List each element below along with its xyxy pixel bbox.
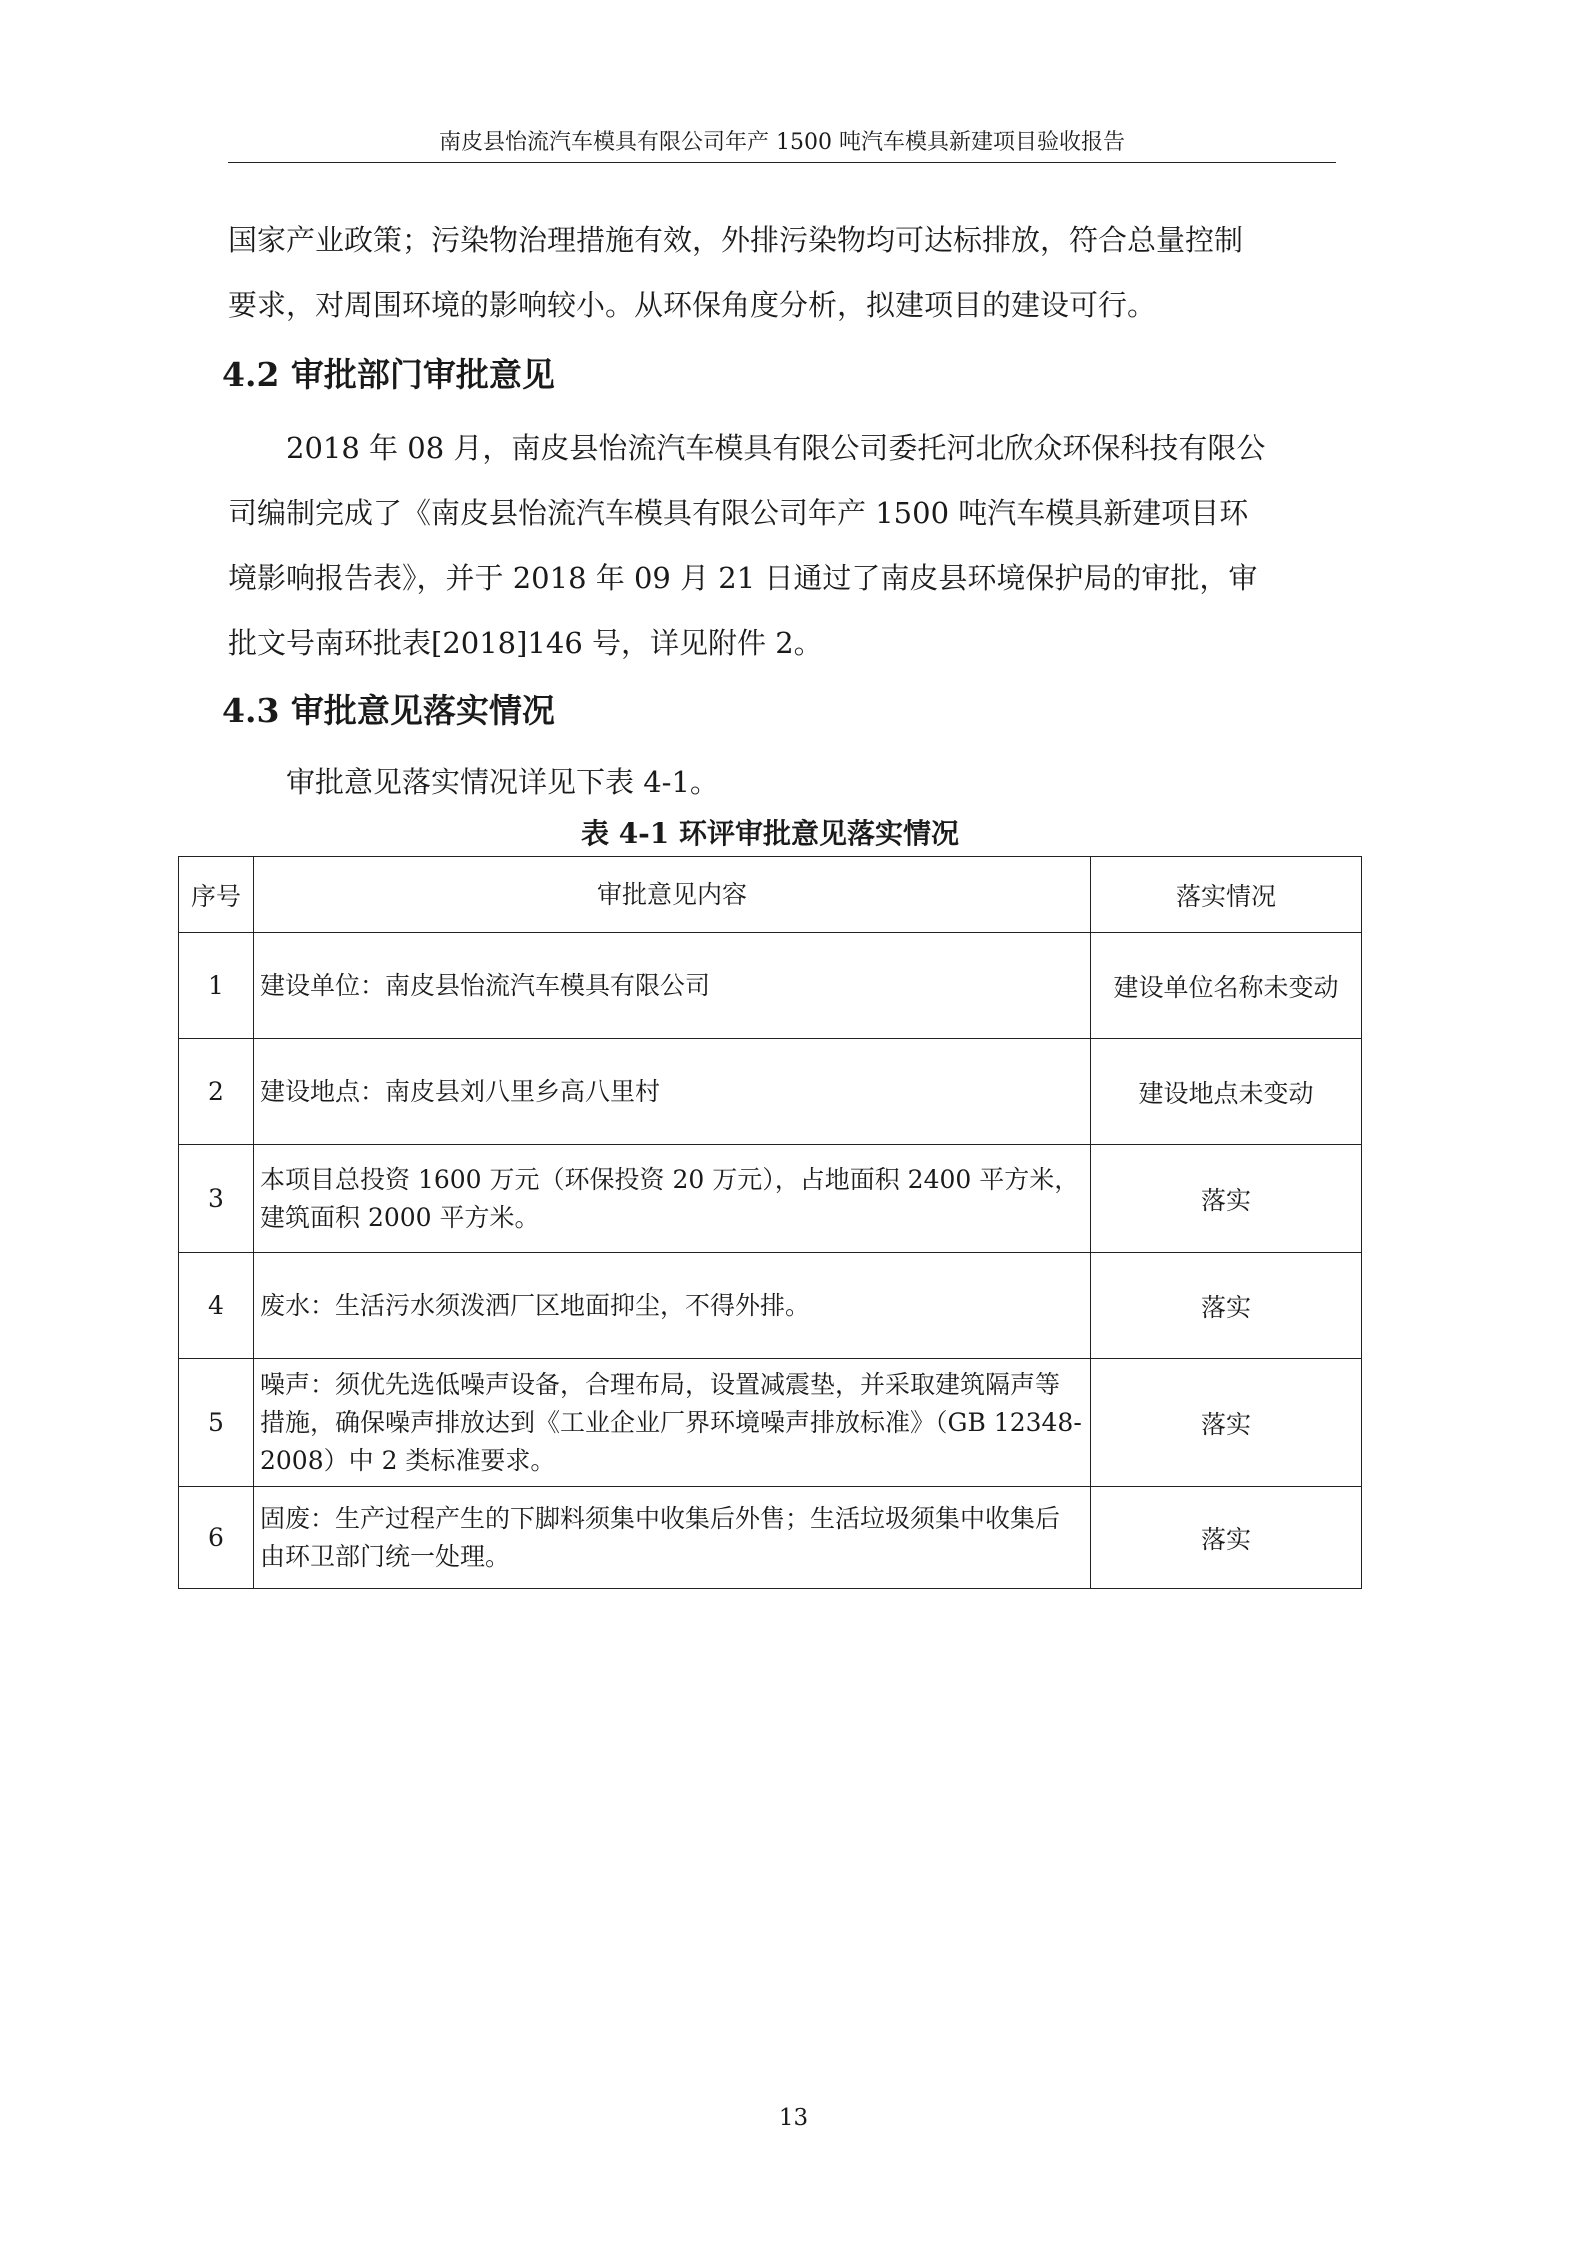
- approval-line: 批文号南环批表[2018]146 号，详见附件 2。: [228, 626, 823, 660]
- approval-paragraph: [228, 416, 1336, 676]
- row-content: 建设单位：南皮县怡流汽车模具有限公司: [254, 933, 1091, 1039]
- page-number: 13: [778, 2105, 809, 2131]
- table-row: [179, 1487, 1362, 1589]
- table-row: [179, 1359, 1362, 1487]
- row-status: 建设单位名称未变动: [1091, 933, 1362, 1039]
- section-heading-4-2: 4.2 审批部门审批意见: [222, 355, 555, 394]
- row-status: 落实: [1091, 1253, 1362, 1359]
- row-no: 5: [179, 1359, 254, 1487]
- row-no: 1: [179, 933, 254, 1039]
- row-content: 废水：生活污水须泼洒厂区地面抑尘，不得外排。: [254, 1253, 1091, 1359]
- table-row: [179, 1039, 1362, 1145]
- intro-line: 国家产业政策；污染物治理措施有效，外排污染物均可达标排放，符合总量控制: [228, 223, 1244, 257]
- row-no: 3: [179, 1145, 254, 1253]
- approval-line: 境影响报告表》，并于 2018 年 09 月 21 日通过了南皮县环境保护局的审批，审: [228, 561, 1258, 595]
- row-no: 4: [179, 1253, 254, 1359]
- running-header: 南皮县怡流汽车模具有限公司年产 1500 吨汽车模具新建项目验收报告: [228, 128, 1336, 163]
- table-row: [179, 1253, 1362, 1359]
- row-content: 噪声：须优先选低噪声设备，合理布局，设置减震垫，并采取建筑隔声等措施，确保噪声排放达到《工业企业厂界环境噪声排放标准》（GB 12348-2008）中 2 类标准要求。: [254, 1359, 1091, 1487]
- header-cell-content: 审批意见内容: [254, 857, 1091, 933]
- header-cell-no: 序号: [179, 857, 254, 933]
- table-row: [179, 933, 1362, 1039]
- row-no: 2: [179, 1039, 254, 1145]
- intro-paragraph: [228, 208, 1336, 338]
- table-row: [179, 1145, 1362, 1253]
- row-content: 本项目总投资 1600 万元（环保投资 20 万元），占地面积 2400 平方米，建筑面积 2000 平方米。: [254, 1145, 1091, 1253]
- approval-line: 2018 年 08 月，南皮县怡流汽车模具有限公司委托河北欣众环保科技有限公: [286, 431, 1266, 465]
- header-cell-status: 落实情况: [1091, 857, 1362, 933]
- row-status: 落实: [1091, 1359, 1362, 1487]
- row-content: 建设地点：南皮县刘八里乡高八里村: [254, 1039, 1091, 1145]
- section-heading-4-3: 4.3 审批意见落实情况: [222, 691, 555, 730]
- row-no: 6: [179, 1487, 254, 1589]
- implementation-line: 审批意见落实情况详见下表 4-1。: [286, 765, 719, 799]
- approval-line: 司编制完成了《南皮县怡流汽车模具有限公司年产 1500 吨汽车模具新建项目环: [228, 496, 1249, 530]
- implementation-paragraph: [228, 750, 1336, 815]
- intro-line: 要求，对周围环境的影响较小。从环保角度分析，拟建项目的建设可行。: [228, 288, 1157, 322]
- row-status: 建设地点未变动: [1091, 1039, 1362, 1145]
- table-header-row: [179, 857, 1362, 933]
- row-status: 落实: [1091, 1145, 1362, 1253]
- approval-table: [178, 856, 1362, 1589]
- row-content: 固废：生产过程产生的下脚料须集中收集后外售；生活垃圾须集中收集后由环卫部门统一处理。: [254, 1487, 1091, 1589]
- row-status: 落实: [1091, 1487, 1362, 1589]
- table-caption: 表 4-1 环评审批意见落实情况: [580, 817, 960, 850]
